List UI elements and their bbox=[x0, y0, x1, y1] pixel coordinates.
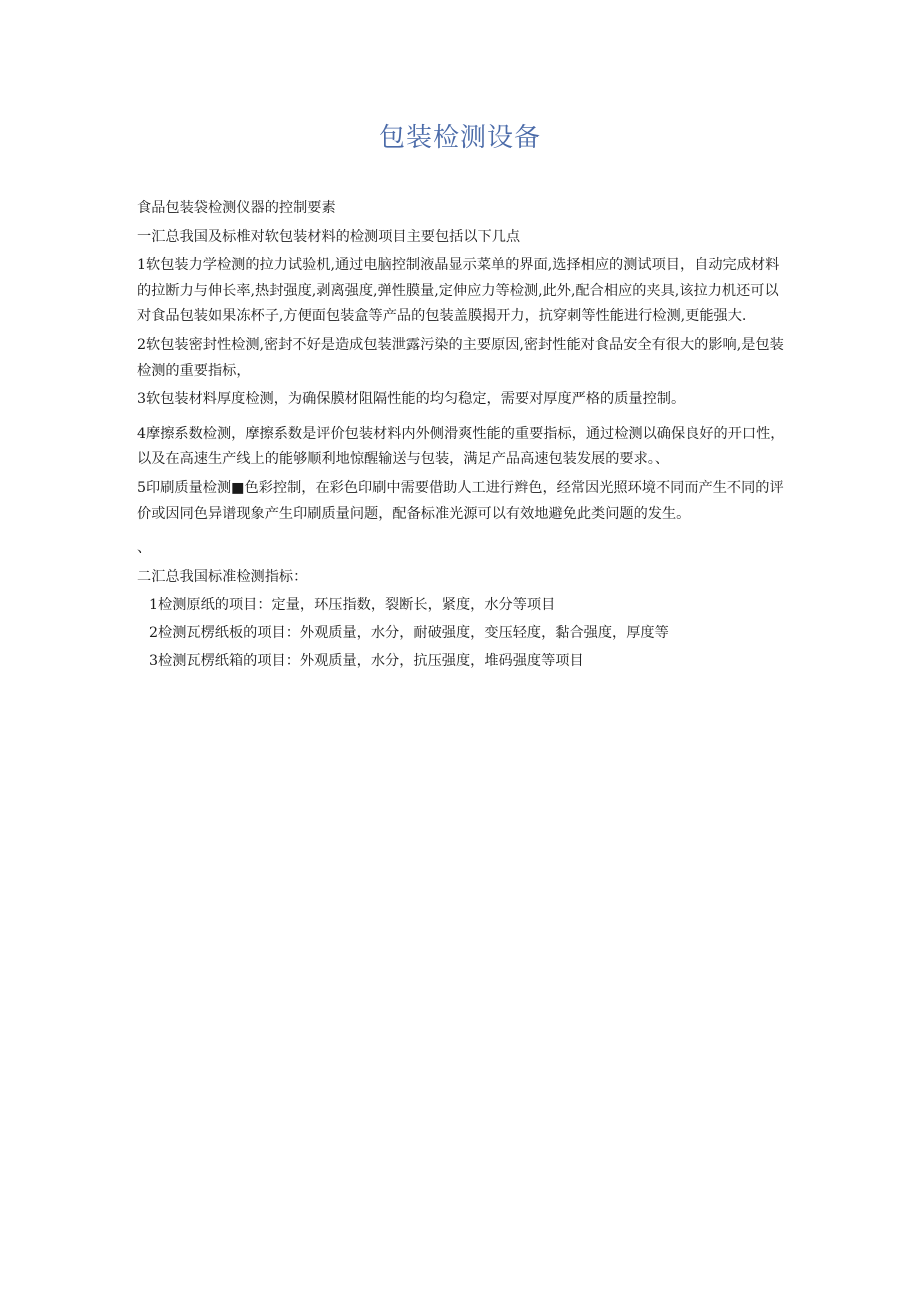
section1-item-2: 2软包装密封性检测,密封不好是造成包装泄露污染的主要原因,密封性能对食品安全有很大的影响,是包装检测的重要指标， bbox=[137, 336, 784, 379]
trailing-mark: 、 bbox=[137, 540, 152, 557]
page-title: 包装检测设备 bbox=[378, 123, 541, 153]
section2-heading: 二汇总我国标准检测指标： bbox=[137, 568, 308, 585]
document-body bbox=[137, 196, 787, 674]
section1-item-5: 5印刷质量检测■色彩控制，在彩色印刷中需要借助人工进行辫色，经常因光照环境不同而产生不同的评价或因同色异谱现象产生印刷质量问题，配备标准光源可以有效地避免此类问题的发生。 bbox=[137, 479, 784, 522]
section2-item-2: 2检测瓦楞纸板的项目：外观质量，水分，耐破强度，变压轻度，黏合强度，厚度等 bbox=[149, 624, 669, 641]
section2-item-3: 3检测瓦楞纸箱的项目：外观质量，水分，抗压强度，堆码强度等项目 bbox=[149, 652, 584, 669]
section1-heading: 一汇总我国及标椎对软包装材料的检测项目主要包括以下几点 bbox=[137, 228, 521, 245]
document-subtitle: 食品包装袋检测仪器的控制要素 bbox=[137, 200, 336, 216]
section1-item-1: 1软包装力学检测的拉力试验机,通过电脑控制液晶显示菜单的界面,选择相应的测试项目，自动完成材料的拉断力与伸长率,热封强度,剥离强度,弹性膜量,定伸应力等检测,此外,配合相应的夹具,该拉力机还可以对食品包装如果冻杯子,方便面包装盒等产品的包装盖膜揭开力，抗穿刺等性能进行检测,更能强大. bbox=[137, 257, 780, 325]
section1-item-4: 4摩擦系数检测，摩擦系数是评价包装材料内外侧滑爽性能的重要指标，通过检测以确保良好的开口性，以及在高速生产线上的能够顺利地惊醒输送与包装，满足产品高速包装发展的要求。、 bbox=[137, 425, 785, 468]
section1-item-3: 3软包装材料厚度检测，为确保膜材阻隔性能的均匀稳定，需要对厚度严格的质量控制。 bbox=[137, 391, 686, 408]
section2-item-1: 1检测原纸的项目：定量，环压指数，裂断长，紧度，水分等项目 bbox=[149, 597, 556, 614]
